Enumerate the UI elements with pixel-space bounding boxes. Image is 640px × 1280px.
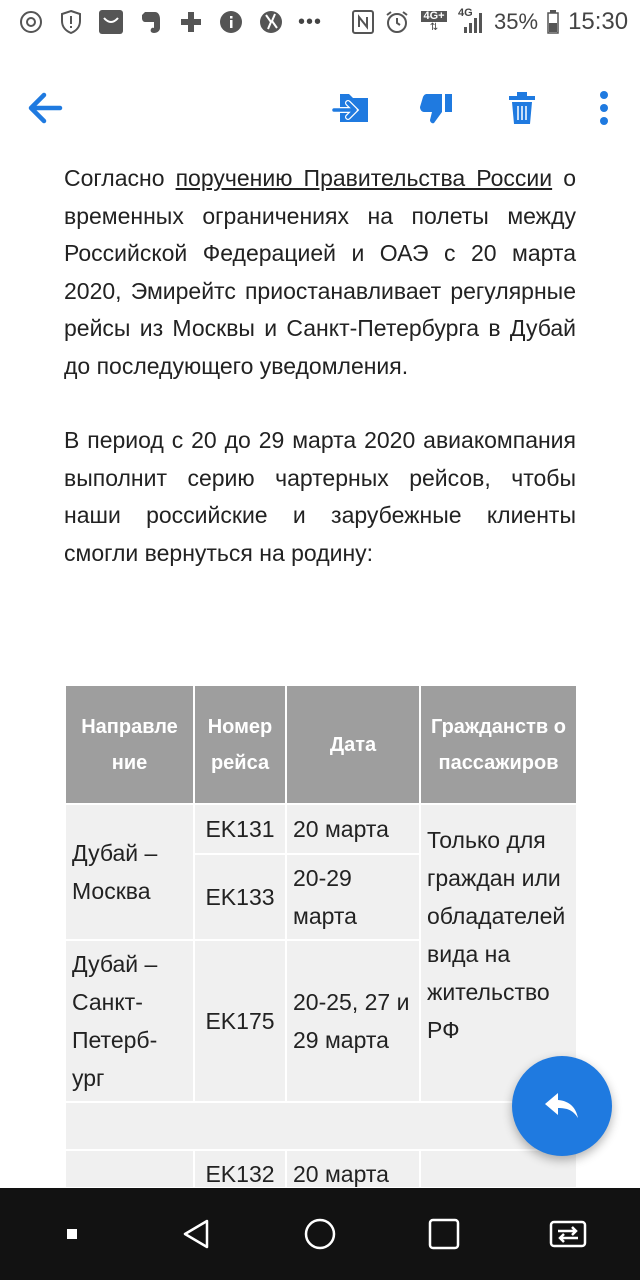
- nav-switch-apps-button[interactable]: [538, 1204, 598, 1264]
- header-citizenship: Гражданств о пассажиров: [420, 685, 576, 804]
- cell-citizenship: [420, 1150, 576, 1187]
- status-bar: [0, 0, 640, 44]
- reply-fab-button[interactable]: [512, 1056, 612, 1156]
- cell-date: 20 марта: [286, 1150, 420, 1187]
- more-options-button[interactable]: [584, 86, 624, 130]
- nfc-icon: [350, 9, 376, 35]
- trash-icon: [506, 90, 538, 126]
- header-direction: Направле ние: [65, 685, 194, 804]
- government-order-link[interactable]: поручению Правительства России: [175, 165, 553, 191]
- shield-alert-icon: [58, 9, 84, 35]
- clock: 15:30: [568, 8, 629, 35]
- message-toolbar: [0, 80, 640, 136]
- spam-button[interactable]: [414, 86, 458, 130]
- cell-flight: EK132: [194, 1150, 286, 1187]
- header-date: Дата: [286, 685, 420, 804]
- table-header-row: [65, 685, 576, 804]
- switch-apps-icon: [548, 1217, 588, 1251]
- triangle-back-icon: [179, 1217, 213, 1251]
- battery-icon: [546, 9, 560, 35]
- nav-home-button[interactable]: [290, 1204, 350, 1264]
- cell-flight: EK133: [194, 854, 286, 940]
- paragraph-suspension: Согласно поручению Правительства России о временных ограничениях на полеты между Российской Федерацией и ОАЭ с 20 марта 2020, Эмирейтс приостанавливает регулярные рейсы из Москвы и Санкт-Петербурга в Дубай до последующего уведомления.: [64, 165, 577, 379]
- alarm-icon: [384, 9, 410, 35]
- message-body: [64, 160, 576, 572]
- back-button[interactable]: [22, 86, 66, 130]
- thumbs-down-icon: [418, 90, 454, 126]
- flight-table: [64, 684, 576, 1187]
- cell-date: 20-25, 27 и 29 марта: [286, 940, 420, 1102]
- globe-app-icon: [258, 9, 284, 35]
- cell-direction: Дубай – Санкт-Петерб-ург: [65, 940, 194, 1102]
- move-to-folder-icon: [332, 90, 372, 126]
- circle-home-icon: [303, 1217, 337, 1251]
- table-spacer-row: [65, 1102, 576, 1150]
- nav-notification-dot-button[interactable]: [42, 1204, 102, 1264]
- empty-cell: [65, 1102, 576, 1150]
- more-vert-icon: [599, 90, 609, 126]
- cell-flight: EK175: [194, 940, 286, 1102]
- cell-citizenship: Только для граждан или обладателей вида на жительство РФ: [420, 804, 576, 1102]
- system-nav-bar: [0, 1188, 640, 1280]
- nav-recents-button[interactable]: [414, 1204, 474, 1264]
- paragraph-charter: В период с 20 до 29 марта 2020 авиакомпания выполнит серию чартерных рейсов, чтобы наши российские и зарубежные клиенты смогли вернуться на родину:: [64, 427, 576, 566]
- reply-icon: [543, 1091, 581, 1121]
- nav-back-button[interactable]: [166, 1204, 226, 1264]
- cell-direction: [65, 1150, 194, 1187]
- move-to-folder-button[interactable]: [330, 86, 374, 130]
- info-icon: [218, 9, 244, 35]
- square-dot-icon: [65, 1227, 79, 1241]
- bank-app-icon: [18, 9, 44, 35]
- cell-date: 20-29 марта: [286, 854, 420, 940]
- cell-flight: EK131: [194, 804, 286, 854]
- table-row: [65, 1150, 576, 1187]
- network-type-icon: 4G+ ⇅: [423, 10, 445, 33]
- evernote-icon: [138, 9, 164, 35]
- more-notifications: •••: [298, 10, 323, 33]
- plus-icon: [178, 9, 204, 35]
- mail-app-icon: [98, 9, 124, 35]
- table-row: [65, 804, 576, 854]
- cell-direction: Дубай – Москва: [65, 804, 194, 940]
- signal-strength-icon: 4G: [458, 9, 486, 35]
- delete-button[interactable]: [500, 86, 544, 130]
- square-recents-icon: [427, 1217, 461, 1251]
- battery-percent: 35%: [494, 9, 539, 34]
- cell-date: 20 марта: [286, 804, 420, 854]
- header-flight: Номер рейса: [194, 685, 286, 804]
- arrow-left-icon: [24, 88, 64, 128]
